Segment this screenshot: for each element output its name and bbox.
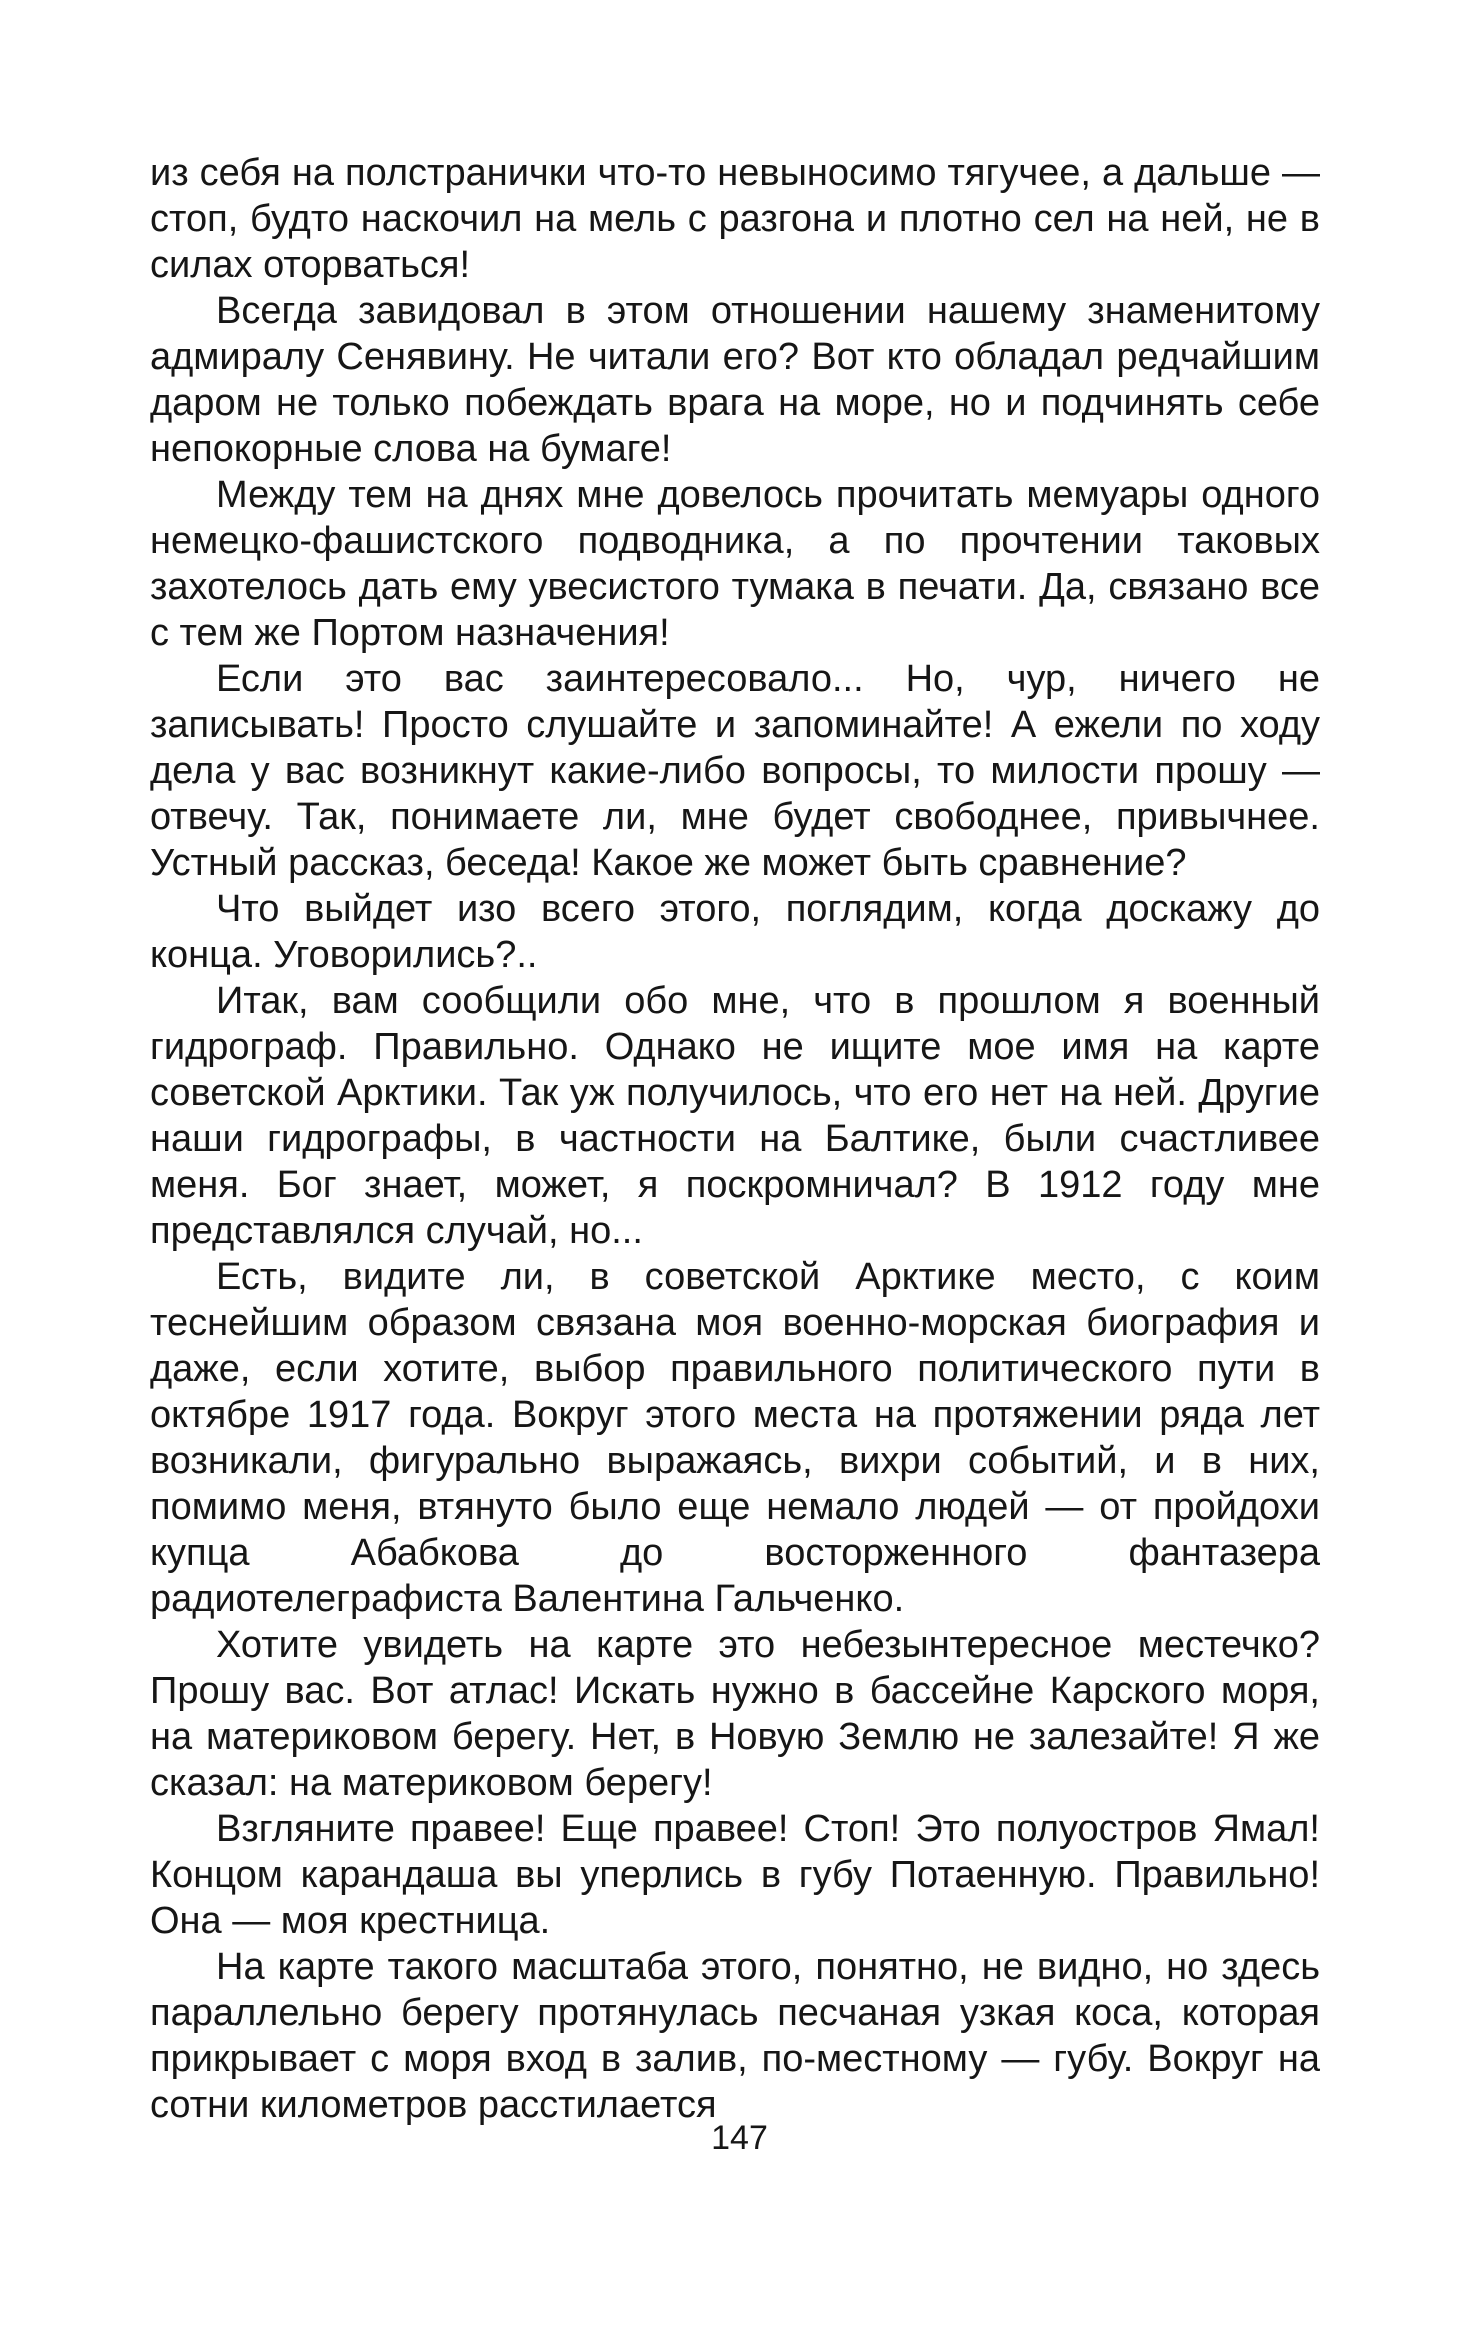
paragraph-6: Итак, вам сообщили обо мне, что в прошлом я военный гидрограф. Правильно. Однако не ищите мое имя на карте советской Арктики. Так уж получилось, что его нет на ней. Другие наши гидрографы, в частности на Балтике, были счастливее меня. Бог знает, может, я поскромничал? В 1912 году мне представлялся случай, но... <box>150 980 1320 1252</box>
paragraph-3: Между тем на днях мне довелось прочитать мемуары одного немецко-фашистского подводника, а по прочтении таковых захотелось дать ему увесистого тумака в печати. Да, связано все с тем же Портом назначения! <box>150 474 1320 654</box>
paragraph-10: На карте такого масштаба этого, понятно, не видно, но здесь параллельно берегу протянулась песчаная узкая коса, которая прикрывает с моря вход в залив, по-местному — губу. Вокруг на сотни километров расстилается <box>150 1946 1320 2126</box>
page-number: 147 <box>711 2119 768 2157</box>
paragraph-2: Всегда завидовал в этом отношении нашему знаменитому адмиралу Сенявину. Не читали его? Вот кто обладал редчайшим даром не только побеждать врага на море, но и подчинять себе непокорные слова на бумаге! <box>150 290 1320 470</box>
book-page-text <box>150 150 1320 2128</box>
paragraph-4: Если это вас заинтересовало... Но, чур, ничего не записывать! Просто слушайте и запоминайте! А ежели по ходу дела у вас возникнут какие-либо вопросы, то милости прошу — отвечу. Так, понимаете ли, мне будет свободнее, привычнее. Устный рассказ, беседа! Какое же может быть сравнение? <box>150 658 1320 884</box>
paragraph-7: Есть, видите ли, в советской Арктике место, с коим теснейшим образом связана моя военно-морская биография и даже, если хотите, выбор правильного политического пути в октябре 1917 года. Вокруг этого места на протяжении ряда лет возникали, фигурально выражаясь, вихри событий, и в них, помимо меня, втянуто было еще немало людей — от пройдохи купца Абабкова до восторженного фантазера радиотелеграфиста Валентина Гальченко. <box>150 1256 1320 1620</box>
paragraph-8: Хотите увидеть на карте это небезынтересное местечко? Прошу вас. Вот атлас! Искать нужно в бассейне Карского моря, на материковом берегу. Нет, в Новую Землю не залезайте! Я же сказал: на материковом берегу! <box>150 1624 1320 1804</box>
paragraph-9: Взгляните правее! Еще правее! Стоп! Это полуостров Ямал! Концом карандаша вы уперлись в губу Потаенную. Правильно! Она — моя крестница. <box>150 1808 1320 1942</box>
paragraph-5: Что выйдет изо всего этого, поглядим, когда доскажу до конца. Уговорились?.. <box>150 888 1320 976</box>
paragraph-1: из себя на полстранички что-то невыносимо тягучее, а дальше — стоп, будто наскочил на мель с разгона и плотно сел на ней, не в силах оторваться! <box>150 152 1320 286</box>
